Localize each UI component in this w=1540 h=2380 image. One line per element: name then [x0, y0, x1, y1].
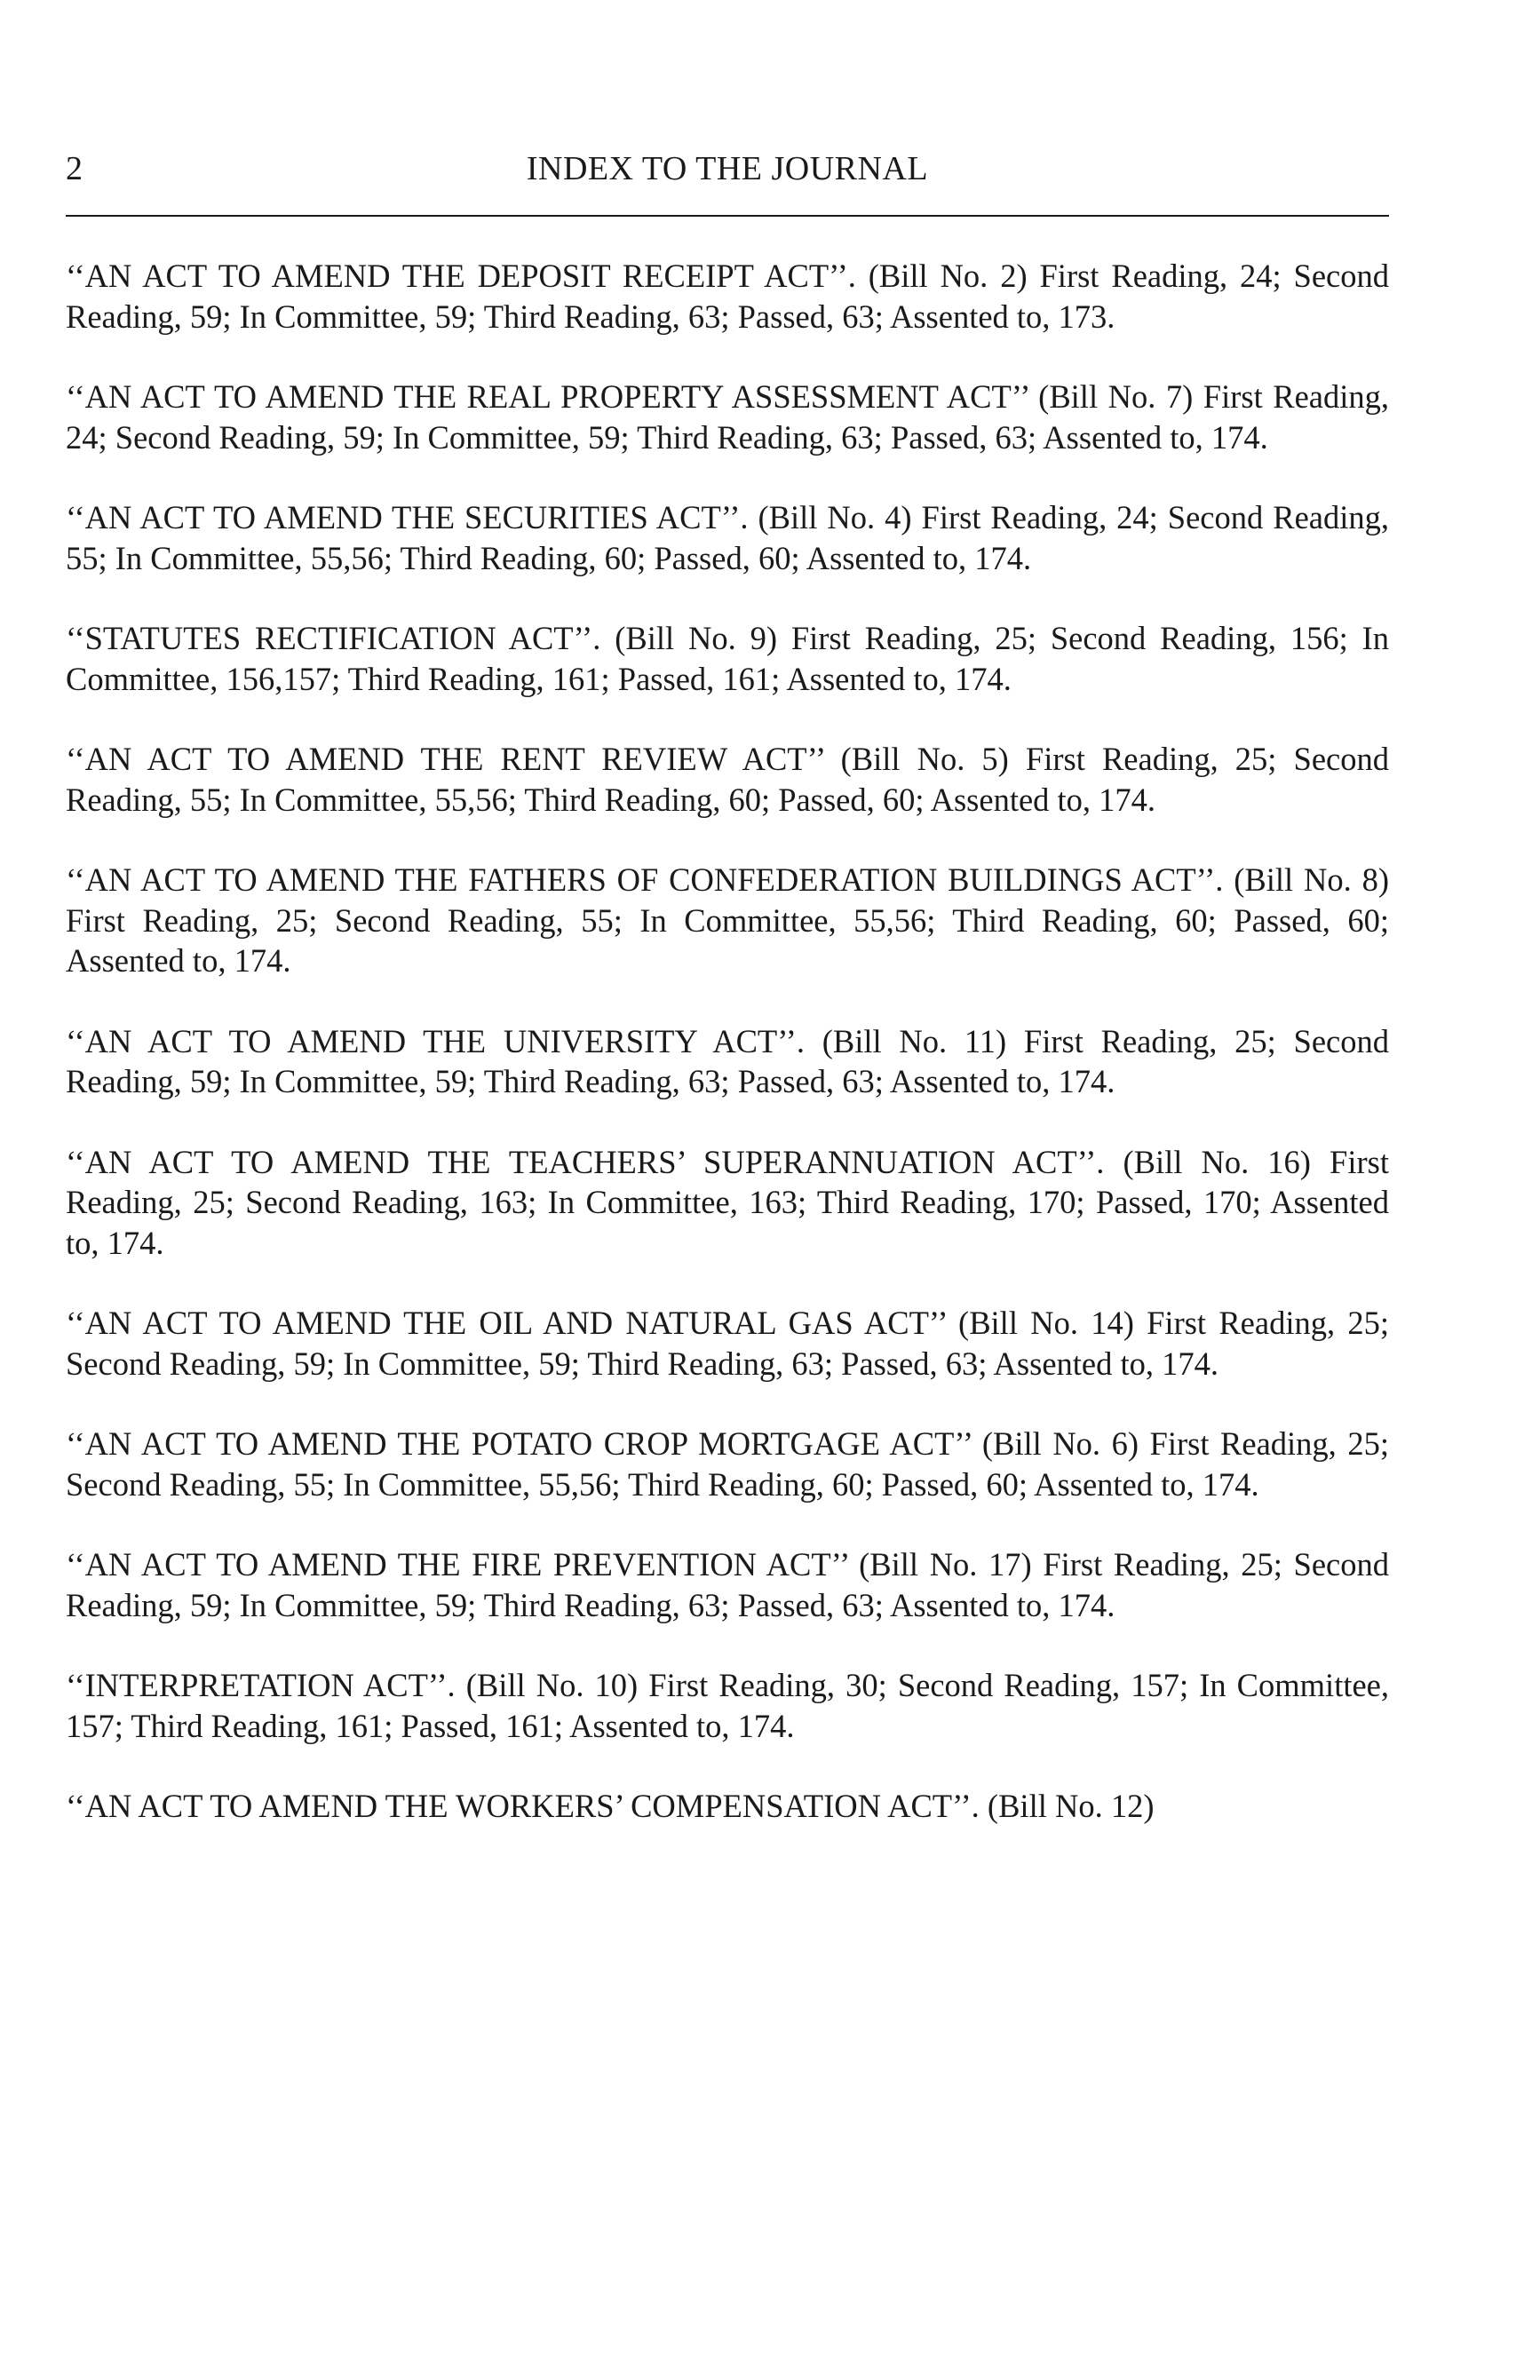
header-rule [66, 215, 1389, 217]
index-entry: ‘‘STATUTES RECTIFICATION ACT’’. (Bill No. 9) First Reading, 25; Second Reading, 156; In Committee, 156,157; Third Reading, 161; Passed, 161; Assented to, 174. [66, 620, 1389, 697]
index-entry: ‘‘AN ACT TO AMEND THE POTATO CROP MORTGAGE ACT’’ (Bill No. 6) First Reading, 25; Second Reading, 55; In Committee, 55,56; Third Reading, 60; Passed, 60; Assented to, 174. [66, 1425, 1389, 1503]
running-head [66, 142, 1389, 195]
index-entries [66, 256, 1389, 1827]
index-entry: ‘‘AN ACT TO AMEND THE FATHERS OF CONFEDERATION BUILDINGS ACT’’. (Bill No. 8) First Reading, 25; Second Reading, 55; In Committee, 55,56; Third Reading, 60; Passed, 60; Assented to, 174. [66, 861, 1389, 979]
index-entry: ‘‘AN ACT TO AMEND THE REAL PROPERTY ASSESSMENT ACT’’ (Bill No. 7) First Reading, 24; Second Reading, 59; In Committee, 59; Third Reading, 63; Passed, 63; Assented to, 174. [66, 378, 1389, 456]
index-entry: ‘‘AN ACT TO AMEND THE UNIVERSITY ACT’’. (Bill No. 11) First Reading, 25; Second Reading, 59; In Committee, 59; Third Reading, 63; Passed, 63; Assented to, 174. [66, 1022, 1389, 1099]
index-entry: ‘‘AN ACT TO AMEND THE WORKERS’ COMPENSATION ACT’’. (Bill No. 12) [66, 1788, 1155, 1824]
index-entry: ‘‘AN ACT TO AMEND THE RENT REVIEW ACT’’ (Bill No. 5) First Reading, 25; Second Reading, 55; In Committee, 55,56; Third Reading, 60; Passed, 60; Assented to, 174. [66, 741, 1389, 818]
index-entry: ‘‘AN ACT TO AMEND THE DEPOSIT RECEIPT ACT’’. (Bill No. 2) First Reading, 24; Second Reading, 59; In Committee, 59; Third Reading, 63; Passed, 63; Assented to, 173. [66, 258, 1389, 335]
index-entry: ‘‘AN ACT TO AMEND THE SECURITIES ACT’’. (Bill No. 4) First Reading, 24; Second Reading, 55; In Committee, 55,56; Third Reading, 60; Passed, 60; Assented to, 174. [66, 499, 1389, 576]
index-entry: ‘‘AN ACT TO AMEND THE OIL AND NATURAL GAS ACT’’ (Bill No. 14) First Reading, 25; Second Reading, 59; In Committee, 59; Third Reading, 63; Passed, 63; Assented to, 174. [66, 1305, 1389, 1382]
page-title: INDEX TO THE JOURNAL [526, 150, 929, 187]
index-entry: ‘‘AN ACT TO AMEND THE TEACHERS’ SUPERANNUATION ACT’’. (Bill No. 16) First Reading, 25; Second Reading, 163; In Committee, 163; Third Reading, 170; Passed, 170; Assented to, 174. [66, 1143, 1389, 1261]
page-number: 2 [66, 150, 83, 187]
index-entry: ‘‘INTERPRETATION ACT’’. (Bill No. 10) First Reading, 30; Second Reading, 157; In Committee, 157; Third Reading, 161; Passed, 161; Assented to, 174. [66, 1667, 1389, 1744]
journal-index-page [66, 142, 1389, 1827]
index-entry: ‘‘AN ACT TO AMEND THE FIRE PREVENTION ACT’’ (Bill No. 17) First Reading, 25; Second Reading, 59; In Committee, 59; Third Reading, 63; Passed, 63; Assented to, 174. [66, 1546, 1389, 1623]
